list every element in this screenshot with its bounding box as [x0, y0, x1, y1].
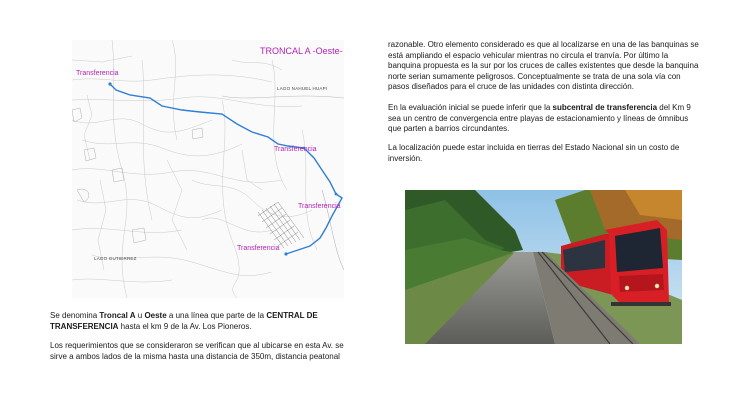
transfer-point-4: [284, 252, 287, 255]
intro-paragraph: Se denomina Troncal A u Oeste a una línea que parte de la CENTRAL DE TRANSFERENCIA hasta el km 9 de la Av. Los Pioneros.: [50, 311, 318, 331]
transfer-label-2: Transferencia: [274, 146, 317, 153]
transfer-label-3: Transferencia: [298, 203, 341, 210]
location-paragraph: La localización puede estar incluida en tierras del Estado Nacional sin un costo de inversión.: [388, 143, 680, 163]
lake-gutierrez-label: LAGO GUTIERREZ: [94, 256, 137, 261]
transfer-label-4: Transferencia: [237, 245, 280, 252]
map-title: TRONCAL A -Oeste-: [260, 46, 343, 56]
transfer-point-1: [108, 82, 111, 85]
lake-nahuel-huapi-label: LAGO NAHUEL HUAPI: [277, 86, 328, 91]
transfer-point-3: [335, 193, 338, 196]
subcentral-paragraph: En la evaluación inicial se puede inferir que la subcentral de transferencia del Km 9 sea un centro de convergencia entre playas de estacionamiento y líneas de ómnibus que parten a barrios circundantes.: [388, 103, 691, 133]
transfer-label-1: Transferencia: [76, 70, 119, 77]
tram-photo-illustration: [405, 190, 682, 344]
route-map: [72, 40, 344, 298]
troncal-route-line: [110, 84, 342, 254]
tram-photo: [405, 190, 682, 344]
requirements-paragraph: Los requerimientos que se consideraron se verifican que al ubicarse en esta Av. se sirve a ambos lados de la misma hasta una distancia de 350m, distancia peatonal: [50, 341, 344, 361]
continuation-paragraph: razonable. Otro elemento considerado es que al localizarse en una de las banquinas se está ampliando el espacio vehicular mientras no circula el tranvía. Por último la banquina propuesta es la sur por los cruces de calles existentes que desde la banquina norte serian sumamente peligrosos. Conceptualmente se trata de una sola vía con pasos diseñados para el cruce de las unidades con distinta dirección.: [388, 40, 699, 91]
